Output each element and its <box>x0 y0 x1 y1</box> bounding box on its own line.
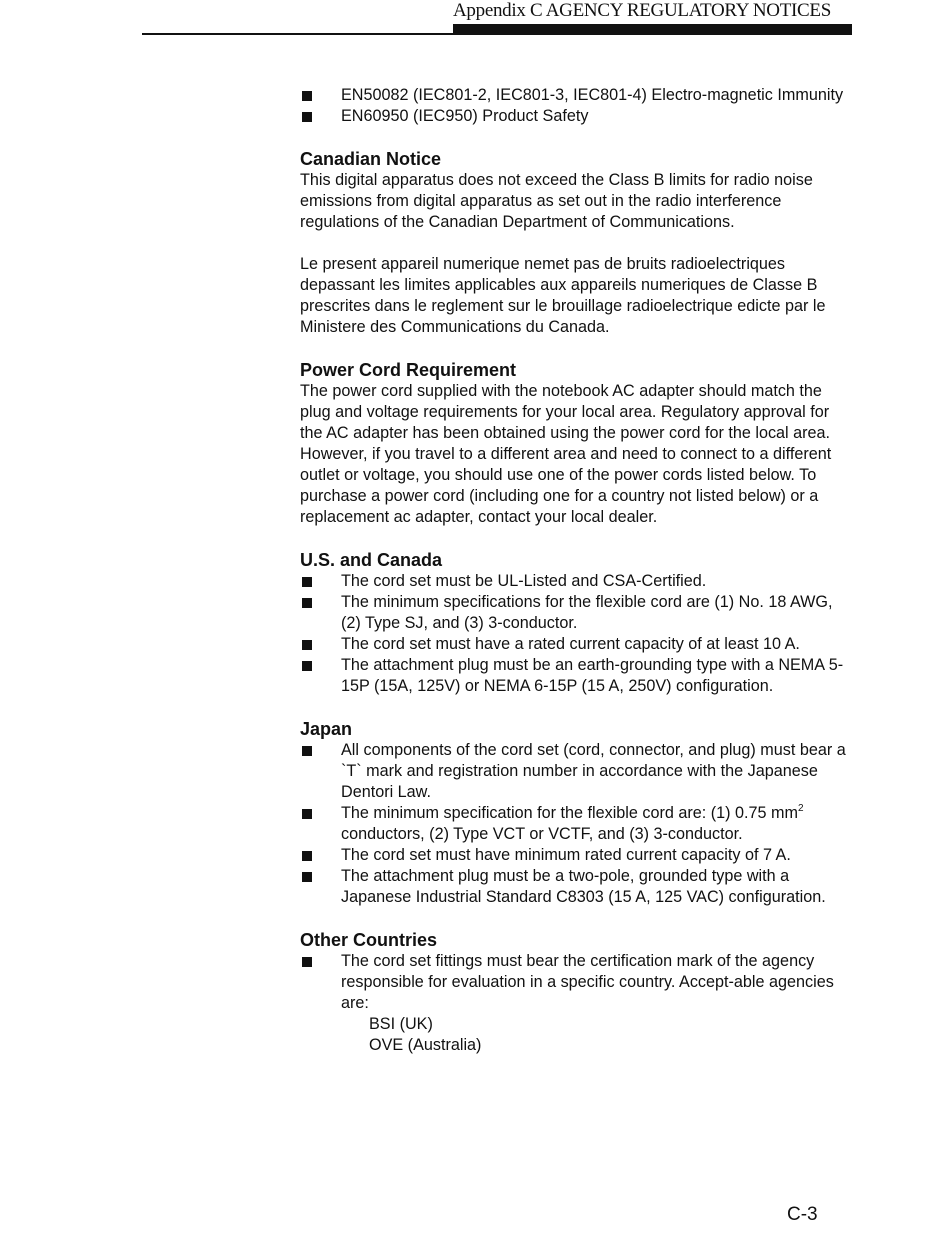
list-item-text: The minimum specifications for the flexible cord are (1) No. 18 AWG, (2) Type SJ, and (3) 3-conductor. <box>341 593 833 632</box>
square-bullet-icon <box>302 661 312 671</box>
square-bullet-icon <box>302 640 312 650</box>
square-bullet-icon <box>302 809 312 819</box>
square-bullet-icon <box>302 598 312 608</box>
list-item-text: EN60950 (IEC950) Product Safety <box>341 107 589 125</box>
intro-bullet-list <box>300 85 855 127</box>
list-item-text: EN50082 (IEC801-2, IEC801-3, IEC801-4) Electro-magnetic Immunity <box>341 86 844 104</box>
square-bullet-icon <box>302 746 312 756</box>
list-item-text: The cord set must have a rated current capacity of at least 10 A. <box>341 635 800 653</box>
list-item <box>300 951 855 1056</box>
square-bullet-icon <box>302 957 312 967</box>
superscript: 2 <box>798 802 804 814</box>
agency-item: OVE (Australia) <box>369 1036 482 1054</box>
list-item <box>300 740 855 803</box>
us-canada-heading: U.S. and Canada <box>300 550 443 570</box>
japan-heading: Japan <box>300 719 353 739</box>
agency-item: BSI (UK) <box>369 1015 433 1033</box>
list-item <box>300 866 855 908</box>
agency-list <box>341 1014 855 1056</box>
header-thick-bar <box>453 24 852 35</box>
canadian-notice-heading: Canadian Notice <box>300 149 442 169</box>
list-item-text: The cord set must have minimum rated current capacity of 7 A. <box>341 846 791 864</box>
list-item-text: The minimum specification for the flexible cord are: (1) 0.75 mm <box>341 804 799 822</box>
list-item <box>300 655 855 697</box>
canadian-notice-french: Le present appareil numerique nemet pas de bruits radioelectriques depassant les limites applicables aux appareils numeriques de Classe B prescrites dans le reglement sur le brouillage radioelectrique edicte par le Ministere des Communications du Canada. <box>300 255 826 336</box>
list-item-text: The attachment plug must be a two-pole, grounded type with a Japanese Industrial Standard C8303 (15 A, 125 VAC) configuration. <box>341 867 826 906</box>
running-head-title: Appendix C AGENCY REGULATORY NOTICES <box>453 0 832 21</box>
square-bullet-icon <box>302 577 312 587</box>
list-item <box>300 571 855 592</box>
list-item <box>300 106 855 127</box>
other-countries-heading: Other Countries <box>300 930 438 950</box>
list-item <box>300 803 855 845</box>
list-item-text: All components of the cord set (cord, connector, and plug) must bear a `T` mark and registration number in accordance with the Japanese Dentori Law. <box>341 741 846 801</box>
other-countries-list <box>300 951 855 1056</box>
list-item-text: The cord set fittings must bear the certification mark of the agency responsible for evaluation in a specific country. Accept-able agencies are: <box>341 952 834 1012</box>
canadian-notice-english: This digital apparatus does not exceed the Class B limits for radio noise emissions from digital apparatus as set out in the radio interference regulations of the Canadian Department of Communications. <box>300 171 813 231</box>
list-item <box>300 634 855 655</box>
square-bullet-icon <box>302 91 312 101</box>
list-item-text: The attachment plug must be an earth-grounding type with a NEMA 5-15P (15A, 125V) or NEMA 6-15P (15 A, 250V) configuration. <box>341 656 844 695</box>
page-content <box>300 85 855 1056</box>
power-cord-paragraph: The power cord supplied with the notebook AC adapter should match the plug and voltage requirements for your local area. Regulatory approval for the AC adapter has been obtained using the power cord for the local area. However, if you travel to a different area and need to connect to a different outlet or voltage, you should use one of the power cords listed below. To purchase a power cord (including one for a country not listed below) or a replacement ac adapter, contact your local dealer. <box>300 382 832 526</box>
square-bullet-icon <box>302 872 312 882</box>
list-item-text: conductors, (2) Type VCT or VCTF, and (3) 3-conductor. <box>341 825 743 843</box>
us-canada-list <box>300 571 855 697</box>
list-item <box>300 845 855 866</box>
square-bullet-icon <box>302 851 312 861</box>
list-item <box>300 85 855 106</box>
page-number: C-3 <box>787 1204 818 1225</box>
list-item <box>300 592 855 634</box>
list-item-text: The cord set must be UL-Listed and CSA-Certified. <box>341 572 707 590</box>
header-thin-rule <box>142 33 454 35</box>
square-bullet-icon <box>302 112 312 122</box>
japan-list <box>300 740 855 908</box>
power-cord-heading: Power Cord Requirement <box>300 360 517 380</box>
